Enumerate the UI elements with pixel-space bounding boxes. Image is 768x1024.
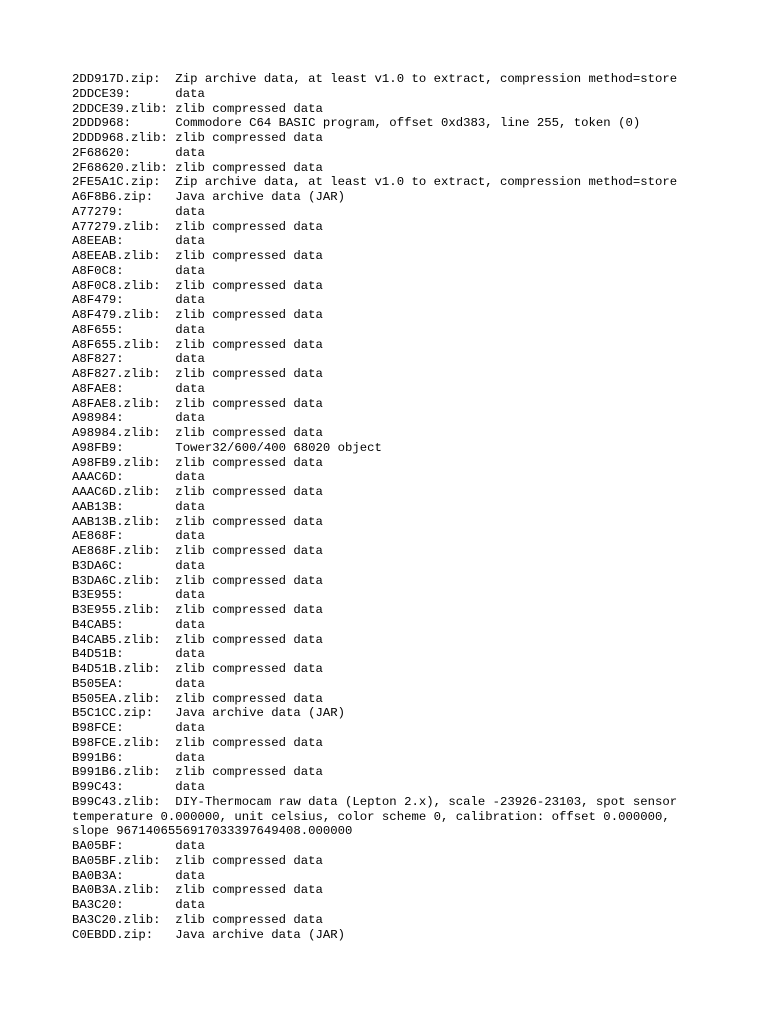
output-line: B98FCE: data — [72, 721, 205, 735]
output-line: A77279.zlib: zlib compressed data — [72, 219, 323, 234]
output-line: AE868F: data — [72, 529, 205, 544]
output-line: A8FAE8: data — [72, 381, 205, 396]
output-line: A8EEAB.zlib: zlib compressed data — [72, 249, 323, 263]
output-line: A8F827: data — [72, 352, 205, 367]
output-line: BA3C20: data — [72, 898, 205, 912]
output-line: B99C43: data — [72, 780, 205, 794]
output-line: B3E955: data — [72, 588, 205, 603]
output-line: A8FAE8.zlib: zlib compressed data — [72, 396, 323, 411]
output-line: AE868F.zlib: zlib compressed data — [72, 544, 323, 558]
output-line: A8F655.zlib: zlib compressed data — [72, 337, 323, 352]
output-line: AAB13B: data — [72, 499, 205, 514]
output-line: BA0B3A.zlib: zlib compressed data — [72, 883, 323, 898]
output-line: A8EEAB: data — [72, 234, 205, 249]
output-line: B4D51B.zlib: zlib compressed data — [72, 662, 323, 676]
output-line: B991B6: data — [72, 750, 205, 765]
output-line: A98984: data — [72, 411, 205, 426]
document-page — [72, 72, 712, 942]
output-line: 2DD917D.zip: Zip archive data, at least v1.0 to extract, compression method=store — [72, 72, 678, 86]
output-line: B3E955.zlib: zlib compressed data — [72, 603, 323, 617]
output-line: A98FB9: Tower32/600/400 68020 object — [72, 440, 382, 455]
output-line: B99C43.zlib: DIY-Thermocam raw data (Lepton 2.x), scale -23926-23103, spot sensor — [72, 794, 678, 809]
output-line: B4CAB5.zlib: zlib compressed data — [72, 632, 323, 647]
output-line: A8F655: data — [72, 322, 205, 337]
output-line: B5C1CC.zip: Java archive data (JAR) — [72, 706, 346, 721]
output-line: AAAC6D.zlib: zlib compressed data — [72, 485, 323, 499]
output-line: B4D51B: data — [72, 647, 205, 662]
output-line: B98FCE.zlib: zlib compressed data — [72, 735, 323, 750]
output-line: BA05BF.zlib: zlib compressed data — [72, 853, 323, 868]
output-line: 2F68620: data — [72, 145, 205, 160]
file-type-listing — [72, 72, 712, 942]
output-line: A6F8B6.zip: Java archive data (JAR) — [72, 190, 346, 204]
output-line: B4CAB5: data — [72, 617, 205, 632]
output-line: 2DDD968.zlib: zlib compressed data — [72, 131, 323, 145]
output-line: slope 9671406556917033397649408.000000 — [72, 824, 353, 839]
output-line: A98984.zlib: zlib compressed data — [72, 426, 323, 440]
output-line: A8F479: data — [72, 293, 205, 308]
output-line: C0EBDD.zip: Java archive data (JAR) — [72, 927, 346, 942]
output-line: A98FB9.zlib: zlib compressed data — [72, 455, 323, 470]
output-line: BA0B3A: data — [72, 868, 205, 883]
output-line: A77279: data — [72, 204, 205, 219]
output-line: A8F827.zlib: zlib compressed data — [72, 367, 323, 381]
output-line: A8F0C8: data — [72, 263, 205, 278]
output-line: B3DA6C.zlib: zlib compressed data — [72, 573, 323, 588]
output-line: A8F0C8.zlib: zlib compressed data — [72, 278, 323, 293]
output-line: AAAC6D: data — [72, 470, 205, 485]
output-line: BA3C20.zlib: zlib compressed data — [72, 912, 323, 927]
output-line: B505EA.zlib: zlib compressed data — [72, 691, 323, 706]
output-line: 2FE5A1C.zip: Zip archive data, at least v1.0 to extract, compression method=store — [72, 175, 678, 190]
output-line: 2DDD968: Commodore C64 BASIC program, offset 0xd383, line 255, token (0) — [72, 116, 641, 131]
output-line: AAB13B.zlib: zlib compressed data — [72, 514, 323, 529]
output-line: B505EA: data — [72, 676, 205, 691]
output-line: 2DDCE39: data — [72, 86, 205, 101]
output-line: BA05BF: data — [72, 839, 205, 853]
output-line: A8F479.zlib: zlib compressed data — [72, 308, 323, 322]
output-line: 2F68620.zlib: zlib compressed data — [72, 160, 323, 175]
output-line: B991B6.zlib: zlib compressed data — [72, 765, 323, 780]
output-line: B3DA6C: data — [72, 558, 205, 573]
output-line: 2DDCE39.zlib: zlib compressed data — [72, 101, 323, 116]
output-line: temperature 0.000000, unit celsius, color scheme 0, calibration: offset 0.000000, — [72, 809, 670, 824]
